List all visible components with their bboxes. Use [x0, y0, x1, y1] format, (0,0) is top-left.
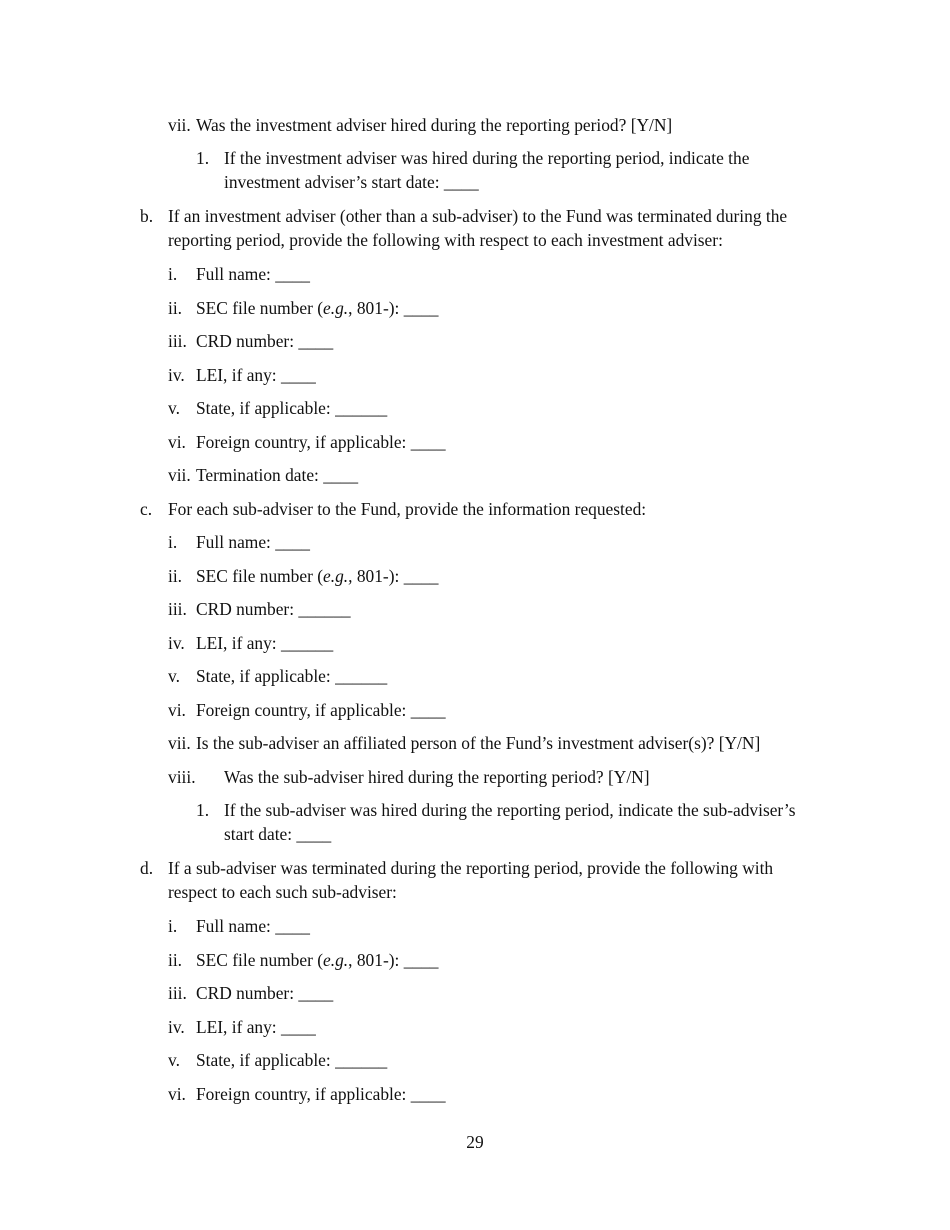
item-marker: i.	[168, 916, 178, 936]
item-marker: ii.	[168, 950, 183, 970]
field-sec-file-number: SEC file number (e.g., 801-): ____	[196, 298, 439, 318]
item-text: Was the investment adviser hired during the reporting period? [Y/N]	[196, 115, 673, 135]
subitem-marker: 1.	[196, 800, 210, 820]
field-sec-file-number: SEC file number (e.g., 801-): ____	[196, 950, 439, 970]
field-hired-during-period: Was the sub-adviser hired during the reporting period? [Y/N]	[224, 767, 650, 787]
field-state: State, if applicable: ______	[196, 1050, 388, 1070]
field-termination-date: Termination date: ____	[196, 465, 359, 485]
field-crd-number: CRD number: ____	[196, 331, 334, 351]
field-state: State, if applicable: ______	[196, 398, 388, 418]
subitem-text: If the investment adviser was hired during the reporting period, indicate the	[224, 148, 750, 168]
page-number: 29	[466, 1132, 484, 1152]
subitem-text-cont: start date: ____	[224, 824, 332, 844]
section-d-text-cont: respect to each such sub-adviser:	[168, 882, 397, 902]
field-foreign-country: Foreign country, if applicable: ____	[196, 1084, 446, 1104]
item-marker: vi.	[168, 1084, 186, 1104]
field-affiliated-person: Is the sub-adviser an affiliated person of the Fund’s investment adviser(s)? [Y/N]	[196, 733, 761, 753]
item-marker: iv.	[168, 365, 185, 385]
section-b-text-cont: reporting period, provide the following with respect to each investment adviser:	[168, 230, 723, 250]
item-marker: vi.	[168, 700, 186, 720]
field-foreign-country: Foreign country, if applicable: ____	[196, 700, 446, 720]
section-d-marker: d.	[140, 858, 154, 878]
item-marker: iii.	[168, 983, 187, 1003]
item-marker: v.	[168, 666, 180, 686]
field-state: State, if applicable: ______	[196, 666, 388, 686]
item-marker: i.	[168, 264, 178, 284]
item-marker: vii.	[168, 733, 191, 753]
field-full-name: Full name: ____	[196, 264, 310, 284]
field-lei: LEI, if any: ____	[196, 365, 316, 385]
item-marker: vii.	[168, 465, 191, 485]
section-c-marker: c.	[140, 499, 153, 519]
item-marker: ii.	[168, 298, 183, 318]
item-marker: i.	[168, 532, 178, 552]
item-marker: iv.	[168, 1017, 185, 1037]
field-crd-number: CRD number: ____	[196, 983, 334, 1003]
field-sec-file-number: SEC file number (e.g., 801-): ____	[196, 566, 439, 586]
item-marker: viii.	[168, 767, 196, 787]
field-foreign-country: Foreign country, if applicable: ____	[196, 432, 446, 452]
item-marker: iv.	[168, 633, 185, 653]
section-b-text: If an investment adviser (other than a sub-adviser) to the Fund was terminated during the	[168, 206, 788, 226]
subitem-marker: 1.	[196, 148, 210, 168]
field-full-name: Full name: ____	[196, 532, 310, 552]
section-d-text: If a sub-adviser was terminated during the reporting period, provide the following with	[168, 858, 774, 878]
item-marker: vii.	[168, 115, 191, 135]
item-marker: v.	[168, 398, 180, 418]
field-full-name: Full name: ____	[196, 916, 310, 936]
section-c-text: For each sub-adviser to the Fund, provide the information requested:	[168, 499, 647, 519]
item-marker: ii.	[168, 566, 183, 586]
item-marker: vi.	[168, 432, 186, 452]
item-marker: iii.	[168, 599, 187, 619]
field-crd-number: CRD number: ______	[196, 599, 351, 619]
field-lei: LEI, if any: ______	[196, 633, 334, 653]
field-lei: LEI, if any: ____	[196, 1017, 316, 1037]
subitem-text: If the sub-adviser was hired during the reporting period, indicate the sub-adviser’s	[224, 800, 796, 820]
section-b-marker: b.	[140, 206, 154, 226]
item-marker: iii.	[168, 331, 187, 351]
item-marker: v.	[168, 1050, 180, 1070]
subitem-text-cont: investment adviser’s start date: ____	[224, 172, 479, 192]
